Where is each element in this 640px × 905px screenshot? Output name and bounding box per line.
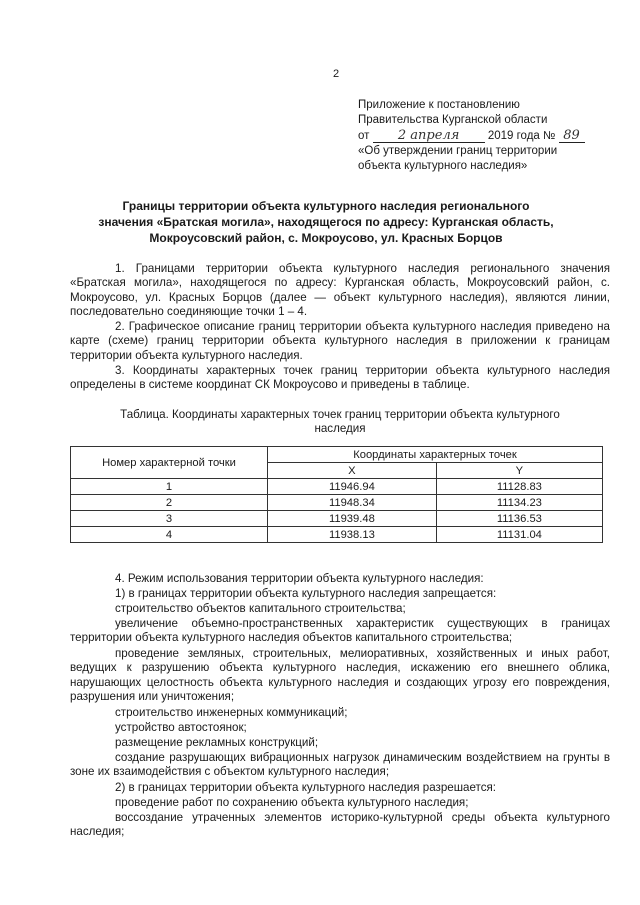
point-x: 11939.48 bbox=[268, 511, 437, 527]
prohibited-heading: 1) в границах территории объекта культурного наследия запрещается: bbox=[115, 587, 497, 600]
title-line-3: Мокроусовский район, с. Мокроусово, ул. Красных Борцов bbox=[149, 231, 503, 245]
document-title bbox=[70, 198, 582, 246]
point-number: 2 bbox=[71, 495, 268, 511]
page-number: 2 bbox=[333, 68, 340, 80]
point-y: 11134.23 bbox=[436, 495, 602, 511]
paragraph-1: 1. Границами территории объекта культурного наследия регионального значения «Братская могила», находящегося по адресу: Курганская область, Мокроусовский район, с. Мокроусово, ул. Красных Борцов (далее — объект культурного наследия), являются линии, последовательно соединяющие точки 1 – 4. bbox=[70, 262, 610, 318]
prohibited-item: размещение рекламных конструкций; bbox=[115, 736, 319, 749]
prohibited-item: строительство инженерных коммуникаций; bbox=[115, 706, 348, 719]
appendix-subject-line-1: «Об утверждении границ территории bbox=[358, 145, 558, 157]
table-caption-line-1: Таблица. Координаты характерных точек границ территории объекта культурного bbox=[120, 408, 560, 421]
paragraph-3: 3. Координаты характерных точек границ территории объекта культурного наследия определены в системе координат СК Мокроусово и приведены в таблице. bbox=[70, 364, 610, 392]
table-caption-line-2: наследия bbox=[314, 422, 366, 435]
allowed-item: проведение работ по сохранению объекта культурного наследия; bbox=[115, 796, 469, 809]
allowed-item: воссоздание утраченных элементов историко-культурной среды объекта культурного наследия; bbox=[70, 811, 610, 839]
point-x: 11938.13 bbox=[268, 527, 437, 543]
table-caption bbox=[70, 408, 610, 436]
appendix-year-label: 2019 года № bbox=[487, 130, 556, 142]
appendix-subject-line-2: объекта культурного наследия» bbox=[358, 160, 528, 172]
allowed-heading: 2) в границах территории объекта культурного наследия разрешается: bbox=[115, 781, 497, 794]
handwritten-date-text: 2 апреля bbox=[397, 128, 460, 143]
paragraph-2: 2. Графическое описание границ территории объекта культурного наследия приведено на карте (схеме) границ территории объекта культурного наследия в приложении к границам территории объекта культурного наследия. bbox=[70, 320, 610, 362]
prohibited-item: проведение земляных, строительных, мелиоративных, хозяйственных и иных работ, ведущих к разрушению объекта культурного наследия, искажению его внешнего облика, нарушающих целостность объекта культурного наследия и создающих угрозу его повреждения, разрушения или уничтожения; bbox=[70, 647, 610, 703]
prohibited-item: устройство автостоянок; bbox=[115, 721, 247, 734]
prohibited-item: создание разрушающих вибрационных нагрузок динамическим воздействием на грунты в зоне их взаимодействия с объектом культурного наследия; bbox=[70, 751, 610, 779]
table-row bbox=[71, 479, 603, 495]
prohibited-item: увеличение объемно-пространственных характеристик существующих в границах территории объекта культурного наследия объектов капитального строительства; bbox=[70, 617, 610, 645]
point-y: 11131.04 bbox=[436, 527, 602, 543]
title-line-1: Границы территории объекта культурного наследия регионального bbox=[122, 199, 530, 213]
appendix-line-2: Правительства Курганской области bbox=[358, 114, 548, 126]
table-row bbox=[71, 527, 603, 543]
point-number: 3 bbox=[71, 511, 268, 527]
point-y: 11128.83 bbox=[436, 479, 602, 495]
appendix-from-label: от bbox=[358, 130, 370, 142]
table-header-row bbox=[71, 447, 603, 463]
handwritten-number-text: 89 bbox=[563, 128, 580, 143]
handwritten-date bbox=[373, 128, 485, 143]
coordinates-table bbox=[70, 446, 603, 543]
point-y: 11136.53 bbox=[436, 511, 602, 527]
header-coordinates: Координаты характерных точек bbox=[268, 447, 603, 463]
title-line-2: значения «Братская могила», находящегося по адресу: Курганская область, bbox=[98, 215, 554, 229]
point-number: 1 bbox=[71, 479, 268, 495]
prohibited-item: строительство объектов капитального строительства; bbox=[115, 602, 406, 615]
appendix-header bbox=[358, 98, 628, 174]
regime-heading: 4. Режим использования территории объекта культурного наследия: bbox=[115, 572, 484, 585]
header-point-number: Номер характерной точки bbox=[71, 447, 268, 479]
header-x: X bbox=[268, 463, 437, 479]
table-row bbox=[71, 495, 603, 511]
point-number: 4 bbox=[71, 527, 268, 543]
point-x: 11948.34 bbox=[268, 495, 437, 511]
header-y: Y bbox=[436, 463, 602, 479]
appendix-date-line bbox=[358, 128, 628, 144]
handwritten-number bbox=[559, 128, 585, 143]
table-row bbox=[71, 511, 603, 527]
appendix-line-1: Приложение к постановлению bbox=[358, 99, 520, 111]
point-x: 11946.94 bbox=[268, 479, 437, 495]
